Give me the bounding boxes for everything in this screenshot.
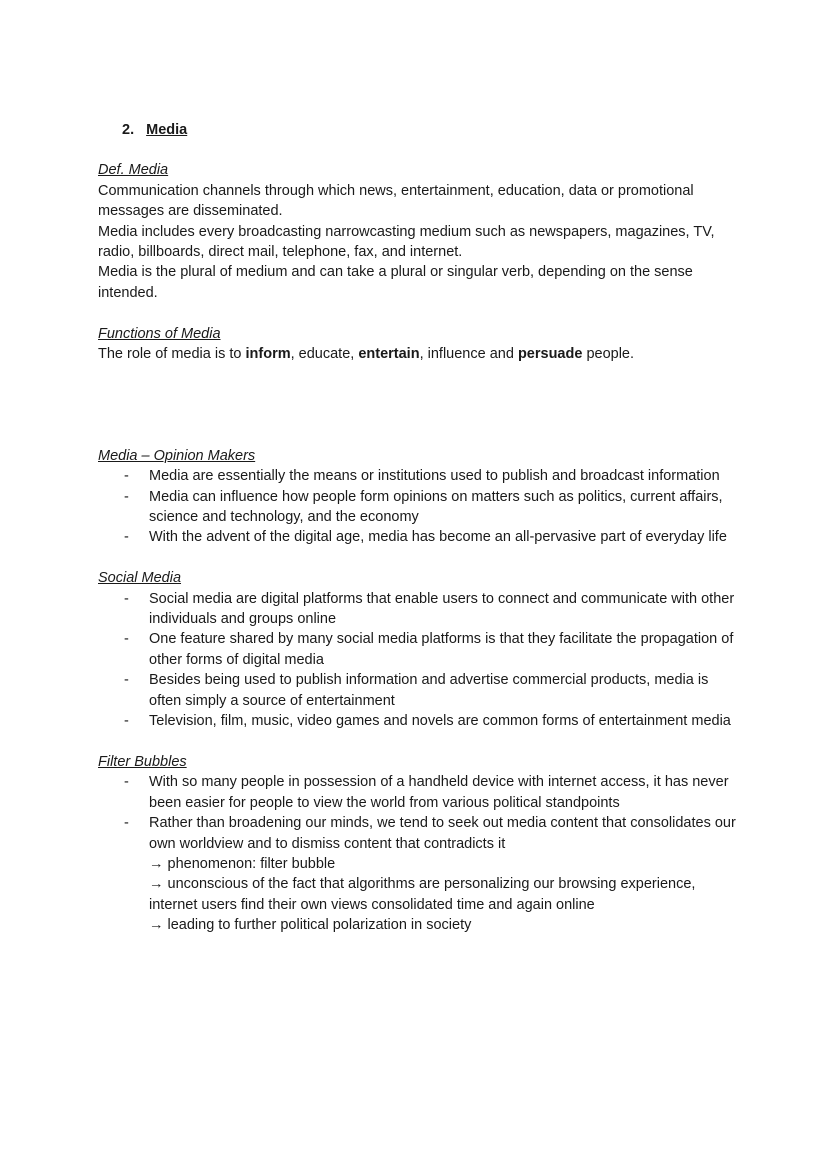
list-item: - Television, film, music, video games and novels are common forms of entertainment media: [98, 711, 738, 731]
filter-bubbles-section: [98, 752, 738, 936]
opinion-makers-title: Media – Opinion Makers: [98, 447, 256, 464]
def-media-line: Media is the plural of medium and can take a plural or singular verb, depending on the sense intended.: [98, 264, 693, 301]
functions-bold-persuade: persuade: [517, 346, 583, 363]
arrow-line-text: leading to further political polarization in society: [167, 917, 472, 934]
social-media-title: Social Media: [98, 570, 182, 587]
document-page: [98, 120, 738, 956]
list-item: - Rather than broadening our minds, we tend to seek out media content that consolidates our own worldview and to dismiss content that contradicts it: [98, 813, 738, 854]
opinion-makers-section: [98, 446, 738, 548]
list-item: - One feature shared by many social media platforms is that they facilitate the propagation of other forms of digital media: [98, 629, 738, 670]
functions-title: Functions of Media: [98, 325, 221, 342]
functions-text-part: people.: [582, 346, 635, 363]
functions-section: [98, 324, 738, 365]
list-item: - With the advent of the digital age, media has become an all-pervasive part of everyday life: [98, 527, 738, 547]
social-media-list: [98, 589, 738, 732]
list-item: - Besides being used to publish information and advertise commercial products, media is often simply a source of entertainment: [98, 670, 738, 711]
arrow-line: [98, 854, 738, 874]
social-media-section: [98, 568, 738, 731]
def-media-section: [98, 160, 738, 303]
spacer: [98, 385, 738, 446]
heading-number: 2.: [122, 122, 135, 138]
arrow-line-text: unconscious of the fact that algorithms are personalizing our browsing experience, internet users find their own views consolidated time and again online: [149, 876, 696, 913]
list-item: - Social media are digital platforms that enable users to connect and communicate with other individuals and groups online: [98, 589, 738, 630]
arrow-right-icon: →: [149, 855, 164, 872]
section-heading: [122, 120, 738, 140]
filter-bubbles-list: [98, 772, 738, 854]
def-media-line: Media includes every broadcasting narrowcasting medium such as newspapers, magazines, TV, radio, billboards, direct mail, telephone, fax, and internet.: [98, 223, 715, 261]
def-media-line: Communication channels through which news, entertainment, education, data or promotional messages are disseminated.: [98, 182, 694, 220]
list-item: - With so many people in possession of a handheld device with internet access, it has never been easier for people to view the world from various political standpoints: [98, 772, 738, 813]
arrow-right-icon: →: [149, 917, 164, 934]
functions-text-part: , educate,: [290, 346, 359, 363]
def-media-title: Def. Media: [98, 162, 169, 179]
list-item: - Media can influence how people form opinions on matters such as politics, current affairs, science and technology, and the economy: [98, 487, 738, 528]
functions-text: [98, 344, 738, 364]
arrow-line: [98, 915, 738, 935]
arrow-line: [98, 874, 738, 915]
arrow-line-text: phenomenon: filter bubble: [167, 855, 336, 872]
functions-text-part: , influence and: [419, 346, 518, 363]
list-item: - Media are essentially the means or institutions used to publish and broadcast information: [98, 466, 738, 486]
functions-bold-inform: inform: [245, 346, 291, 363]
filter-bubbles-title: Filter Bubbles: [98, 753, 187, 770]
functions-text-part: The role of media is to: [98, 346, 246, 363]
arrow-right-icon: →: [149, 876, 164, 893]
heading-title: Media: [146, 122, 188, 138]
functions-bold-entertain: entertain: [358, 346, 420, 363]
opinion-makers-list: [98, 466, 738, 548]
